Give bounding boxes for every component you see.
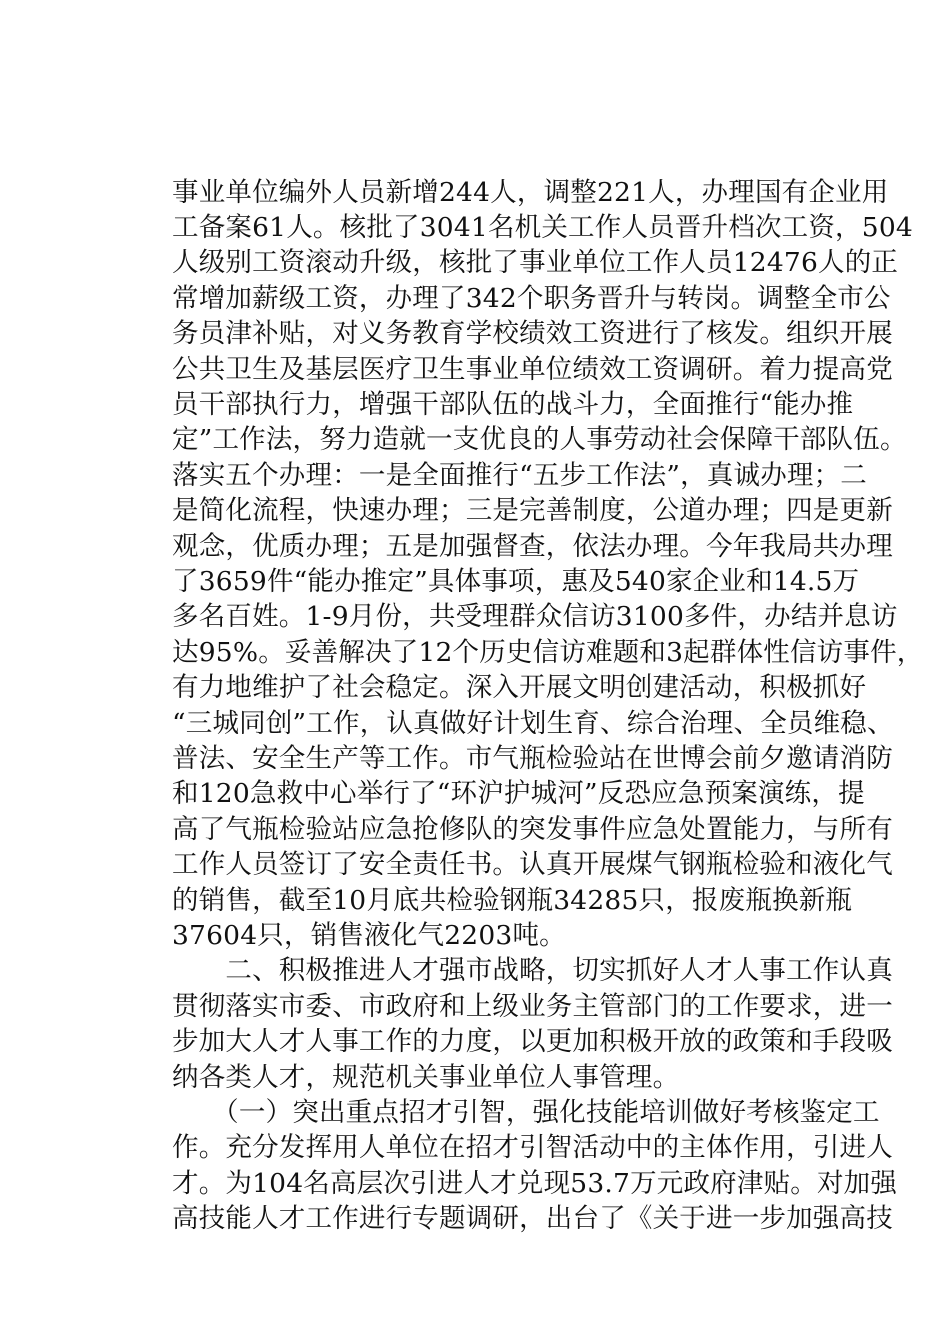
text-line: 公共卫生及基层医疗卫生事业单位绩效工资调研。着力提高党	[172, 354, 893, 385]
text-line: 普法、安全生产等工作。市气瓶检验站在世博会前夕邀请消防	[172, 743, 893, 774]
text-line: 工作人员签订了安全责任书。认真开展煤气钢瓶检验和液化气	[172, 849, 893, 880]
text-line: 是简化流程，快速办理；三是完善制度，公道办理；四是更新	[172, 495, 893, 526]
text-line: 事业单位编外人员新增244人，调整221人，办理国有企业用	[172, 177, 889, 208]
text-line: 作。充分发挥用人单位在招才引智活动中的主体作用，引进人	[172, 1132, 893, 1163]
text-line: 达95%。妥善解决了12个历史信访难题和3起群体性信访事件，	[172, 637, 924, 668]
text-line: 高技能人才工作进行专题调研，出台了《关于进一步加强高技	[172, 1203, 893, 1234]
text-line: 工备案61人。核批了3041名机关工作人员晋升档次工资，504	[172, 212, 913, 243]
text-line: 高了气瓶检验站应急抢修队的突发事件应急处置能力，与所有	[172, 814, 893, 845]
text-line: 观念，优质办理；五是加强督查，依法办理。今年我局共办理	[172, 531, 893, 562]
text-line: 员干部执行力，增强干部队伍的战斗力，全面推行“能办推	[172, 389, 854, 420]
text-line: 定”工作法，努力造就一支优良的人事劳动社会保障干部队伍。	[172, 424, 907, 455]
text-line: 务员津补贴，对义务教育学校绩效工资进行了核发。组织开展	[172, 318, 893, 349]
text-line: 纳各类人才，规范机关事业单位人事管理。	[172, 1062, 680, 1093]
text-line: 常增加薪级工资，办理了342个职务晋升与转岗。调整全市公	[172, 283, 891, 314]
text-line: 才。为104名高层次引进人才兑现53.7万元政府津贴。对加强	[172, 1168, 898, 1199]
text-line: “三城同创”工作，认真做好计划生育、综合治理、全员维稳、	[172, 708, 894, 739]
text-line: 落实五个办理：一是全面推行“五步工作法”，真诚办理；二	[172, 460, 867, 491]
subsection-heading-line: （一）突出重点招才引智，强化技能培训做好考核鉴定工	[172, 1097, 880, 1128]
text-line: 有力地维护了社会稳定。深入开展文明创建活动，积极抓好	[172, 672, 867, 703]
text-line: 人级别工资滚动升级，核批了事业单位工作人员12476人的正	[172, 247, 899, 278]
text-line: 步加大人才人事工作的力度，以更加积极开放的政策和手段吸	[172, 1026, 893, 1057]
text-line: 贯彻落实市委、市政府和上级业务主管部门的工作要求，进一	[172, 991, 893, 1022]
text-line: 37604只，销售液化气2203吨。	[172, 920, 566, 951]
text-line: 多名百姓。1-9月份，共受理群众信访3100多件，办结并息访	[172, 601, 898, 632]
text-line: 的销售，截至10月底共检验钢瓶34285只，报废瓶换新瓶	[172, 885, 853, 916]
text-line: 了3659件“能办推定”具体事项，惠及540家企业和14.5万	[172, 566, 860, 597]
text-line: 和120急救中心举行了“环沪护城河”反恐应急预案演练，提	[172, 778, 865, 809]
section-heading-line: 二、积极推进人才强市战略，切实抓好人才人事工作认真	[172, 955, 893, 986]
